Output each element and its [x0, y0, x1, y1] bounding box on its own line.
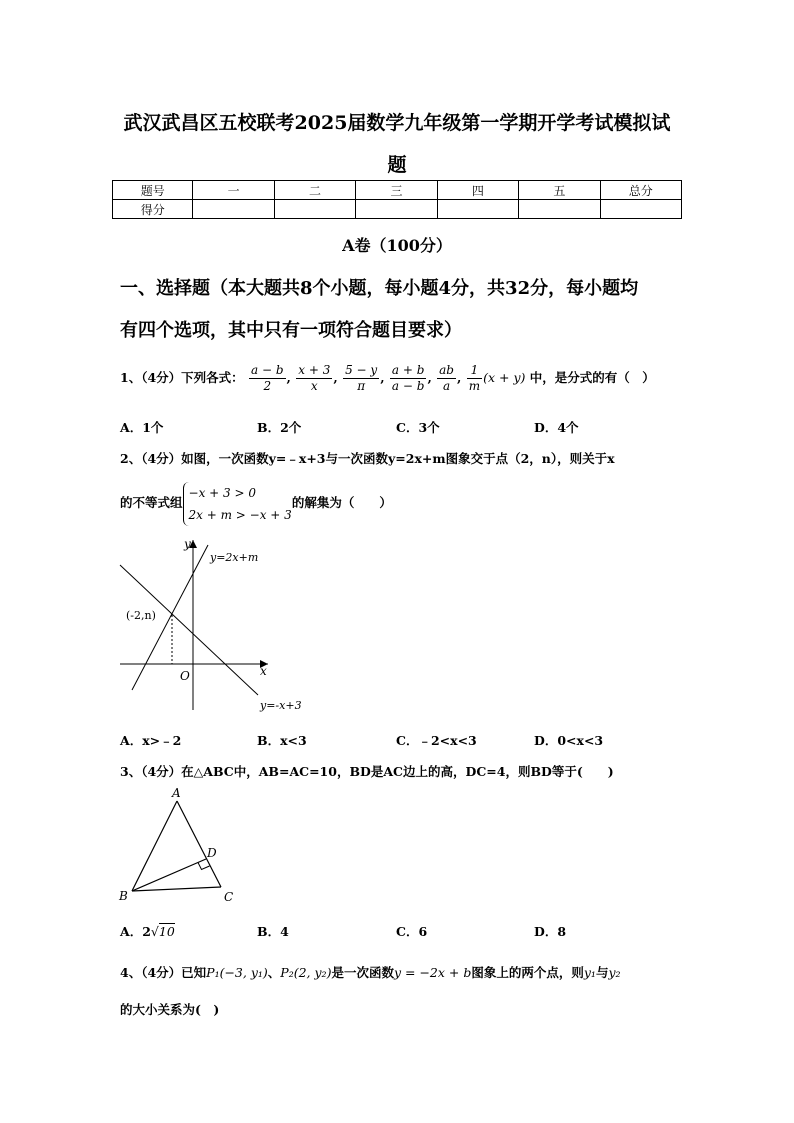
section-heading-line2: 有四个选项，其中只有一项符合题目要求） — [120, 320, 462, 341]
option-c[interactable]: C．6 — [396, 924, 428, 939]
option-a[interactable]: A．x>﹣2 — [120, 733, 182, 748]
question-4-prefix: 4、（4分）已知 — [120, 965, 207, 980]
fraction: $\frac{ab}{a}$ — [439, 363, 454, 393]
option-c[interactable]: C．3个 — [396, 420, 440, 435]
inequality-system — [183, 482, 292, 526]
inequality-1: −x + 3 > 0 — [188, 485, 256, 500]
question-2-line2 — [120, 478, 392, 528]
line-label-neg-x-3: y=-x+3 — [260, 699, 302, 712]
option-d[interactable]: D．0<x<3 — [534, 733, 604, 748]
point-p1: P₁(−3, y₁) — [206, 965, 268, 980]
score-header-cell: 总分 — [600, 181, 681, 200]
score-header-cell: 一 — [193, 181, 274, 200]
inequality-2: 2x + m > −x + 3 — [188, 507, 292, 522]
option-b[interactable]: B．4 — [257, 924, 289, 939]
question-1-prefix: 1、（4分）下列各式： — [120, 370, 244, 385]
question-3-text: 3、（4分）在△ABC中，AB=AC=10，BD是AC边上的高，DC=4，则BD等于( ) — [120, 764, 614, 779]
question-2-line2-prefix: 的不等式组 — [120, 495, 183, 510]
altitude-bd — [132, 859, 206, 891]
fraction: $\frac{x + 3}{x}$ — [298, 363, 331, 393]
conjunction: 与 — [595, 965, 609, 980]
function-expression: y = −2x + b — [393, 965, 472, 980]
y-axis-label: y — [184, 537, 191, 551]
option-d[interactable]: D．4个 — [534, 420, 579, 435]
side-ac — [177, 801, 221, 887]
x-axis-label: x — [260, 664, 267, 678]
expression: (x + y) — [483, 370, 526, 385]
score-header-cell: 三 — [356, 181, 437, 200]
volume-a-heading: A卷（100分） — [342, 236, 452, 255]
function-graph — [110, 535, 310, 720]
score-table-score-row — [113, 200, 682, 219]
option-d[interactable]: D．8 — [534, 924, 567, 939]
score-header-cell: 二 — [274, 181, 355, 200]
score-cell[interactable] — [437, 200, 518, 219]
score-table — [112, 180, 682, 219]
question-1-suffix: 中，是分式的有（ ） — [529, 370, 655, 385]
option-b[interactable]: B．2个 — [257, 420, 302, 435]
point-label-d: D — [207, 846, 217, 860]
separator: 、 — [267, 965, 281, 980]
fraction: $\frac{5 - y}{\pi}$ — [345, 363, 378, 393]
triangle-figure — [110, 783, 250, 908]
option-a[interactable] — [120, 922, 175, 940]
vertex-label-b: B — [119, 889, 128, 903]
side-bc — [132, 887, 221, 891]
radicand: 10 — [158, 924, 175, 939]
origin-label: O — [180, 669, 190, 683]
side-ab — [132, 801, 177, 891]
score-cell[interactable] — [600, 200, 681, 219]
option-a-label: A．2 — [120, 924, 151, 939]
vertex-label-c: C — [224, 890, 234, 904]
question-4-mid: 是一次函数 — [331, 965, 394, 980]
option-b[interactable]: B．x<3 — [257, 733, 307, 748]
score-header-cell: 四 — [437, 181, 518, 200]
page-title: 武汉武昌区五校联考2025届数学九年级第一学期开学考试模拟试 — [123, 112, 671, 134]
score-header-cell: 五 — [519, 181, 600, 200]
question-2-line2-suffix: 的解集为（ ） — [291, 495, 392, 510]
sqrt-icon: √ — [150, 924, 159, 939]
score-row-label: 得分 — [113, 200, 193, 219]
variable-y2: y₂ — [608, 965, 621, 980]
option-c[interactable]: C．﹣2<x<3 — [396, 733, 477, 748]
question-2-text: 2、（4分）如图，一次函数y=﹣x+3与一次函数y=2x+m图象交于点（2，n），则关于x — [120, 451, 615, 466]
question-4-tail: 图象上的两个点，则 — [471, 965, 584, 980]
vertex-label-a: A — [172, 786, 181, 800]
score-cell[interactable] — [193, 200, 274, 219]
point-label: (-2,n) — [126, 609, 156, 622]
option-a[interactable]: A．1个 — [120, 420, 164, 435]
right-angle-mark-icon — [198, 863, 210, 870]
question-4-text — [120, 963, 621, 981]
score-cell[interactable] — [519, 200, 600, 219]
score-header-cell: 题号 — [113, 181, 193, 200]
fraction: $\frac{1}{m}$ — [468, 363, 481, 393]
question-1: 1、（4分）下列各式： $\frac{a - b}{2}$ , $\frac{x + 3}{x}$ , $\frac{5 - y}{\pi}$ , $\frac{a + b}{a - b}$ , $\frac{ab}{a}$ , $\frac{1}{m}$ (x + y) 中，是分式的有（ ） — [120, 363, 655, 393]
score-cell[interactable] — [356, 200, 437, 219]
fraction: $\frac{a + b}{a - b}$ — [391, 363, 425, 393]
point-p2: P₂(2, y₂) — [280, 965, 332, 980]
score-table-header-row — [113, 181, 682, 200]
page-title-line2: 题 — [387, 154, 407, 176]
fraction: $\frac{a - b}{2}$ — [251, 363, 284, 393]
variable-y1: y₁ — [583, 965, 596, 980]
line-label-2x-m: y=2x+m — [210, 551, 259, 564]
question-4-line2: 的大小关系为( ) — [120, 1002, 220, 1017]
section-heading: 一、选择题（本大题共8个小题，每小题4分，共32分，每小题均 — [120, 278, 639, 299]
score-cell[interactable] — [274, 200, 355, 219]
